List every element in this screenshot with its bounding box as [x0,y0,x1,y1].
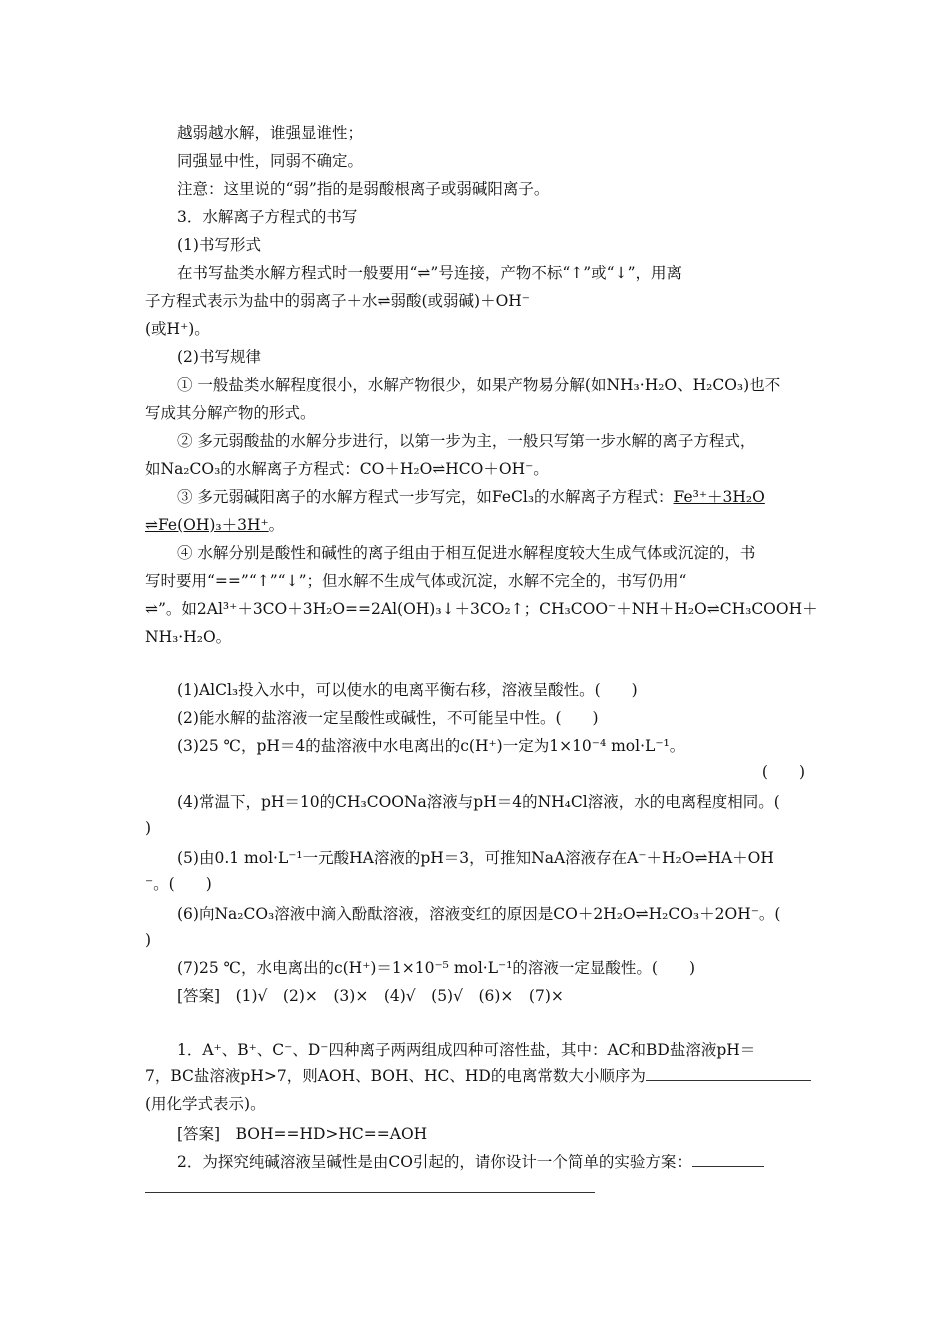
judge-question-6: (6)向Na₂CO₃溶液中滴入酚酞溶液，溶液变红的原因是CO＋2H₂O⇌H₂CO₃＋2OH⁻。( [177,905,781,923]
practice-answer-1: [答案] BOH==HD>HC==AOH [177,1125,428,1143]
judge-question-4: (4)常温下，pH＝10的CH₃COONa溶液与pH＝4的NH₄Cl溶液，水的电离程度相同。( [177,793,780,811]
paragraph-line: ⇌”。如2Al³⁺＋3CO＋3H₂O==2Al(OH)₃↓＋3CO₂↑；CH₃COO⁻＋NH＋H₂O⇌CH₃COOH＋ [145,600,818,618]
paragraph-line: NH₃·H₂O。 [145,628,232,646]
answer-paren: ( ) [761,763,805,781]
text-run: 7，BC盐溶液pH>7，则AOH、BOH、HC、HD的电离常数大小顺序为 [145,1067,646,1085]
paragraph-line: ② 多元弱酸盐的水解分步进行，以第一步为主，一般只写第一步水解的离子方程式， [177,432,756,450]
rule-line-1: 越弱越水解，谁强显谁性； [177,124,364,142]
section-title: 3．水解离子方程式的书写 [177,208,358,226]
answer-blank [145,1178,595,1193]
paragraph-line: ① 一般盐类水解程度很小，水解产物很少，如果产物易分解(如NH₃·H₂O、H₂CO₃)也不 [177,376,781,394]
judge-answer: [答案] (1)√ (2)× (3)× (4)√ (5)√ (6)× (7)× [177,987,564,1005]
rule-note: 注意：这里说的“弱”指的是弱酸根离子或弱碱阳离子。 [177,180,550,198]
text-run: ③ 多元弱碱阳离子的水解方程式一步写完，如FeCl₃的水解离子方程式： [177,488,674,506]
text-run: 2．为探究纯碱溶液呈碱性是由CO引起的，请你设计一个简单的实验方案： [177,1153,692,1171]
paragraph-line: 子方程式表示为盐中的弱离子＋水⇌弱酸(或弱碱)＋OH⁻ [145,292,530,310]
answer-blank-line [145,1178,595,1198]
judge-question-6-cont: ) [145,931,152,949]
judge-question-5: (5)由0.1 mol·L⁻¹一元酸HA溶液的pH＝3，可推知NaA溶液存在A⁻＋H₂O⇌HA＋OH [177,849,774,867]
paragraph-line: (或H⁺)。 [145,320,210,338]
judge-question-3: (3)25 ℃，pH＝4的盐溶液中水电离出的c(H⁺)一定为1×10⁻⁴ mol·L⁻¹。 [177,737,686,755]
answer-blank [692,1152,764,1167]
paragraph-line: 写时要用“==”“↑”“↓”；但水解不生成气体或沉淀，水解不完全的，书写仍用“ [145,572,687,590]
judge-question-2: (2)能水解的盐溶液一定呈酸性或碱性，不可能呈中性。( ) [177,709,599,727]
rule-line-2: 同强显中性，同弱不确定。 [177,152,364,170]
judge-question-5-cont: ⁻。( ) [145,875,212,893]
judge-question-4-cont: ) [145,819,152,837]
paragraph-line [177,487,765,507]
judge-question-7: (7)25 ℃，水电离出的c(H⁺)＝1×10⁻⁵ mol·L⁻¹的溶液一定显酸性。( ) [177,959,696,977]
underlined-equation: ⇌Fe(OH)₃＋3H⁺ [145,516,269,534]
underlined-equation: Fe³⁺＋3H₂O [673,488,765,506]
paragraph-line: 在书写盐类水解方程式时一般要用“⇌”号连接，产物不标“↑”或“↓”，用离 [177,264,683,282]
practice-question-2 [177,1152,764,1172]
paragraph-line: 如Na₂CO₃的水解离子方程式：CO＋H₂O⇌HCO＋OH⁻。 [145,460,549,478]
subsection-title: (1)书写形式 [177,236,261,254]
paragraph-line [145,515,284,535]
subsection-title: (2)书写规律 [177,348,261,366]
practice-question-1: 1．A⁺、B⁺、C⁻、D⁻四种离子两两组成四种可溶性盐，其中：AC和BD盐溶液pH＝ [177,1041,756,1059]
paragraph-line: ④ 水解分别是酸性和碱性的离子组由于相互促进水解程度较大生成气体或沉淀的，书 [177,544,756,562]
practice-question-1-line [145,1066,811,1086]
text-run: 。 [268,516,285,534]
paragraph-line: 写成其分解产物的形式。 [145,404,316,422]
judge-question-1: (1)AlCl₃投入水中，可以使水的电离平衡右移，溶液呈酸性。( ) [177,681,638,699]
practice-question-1-cont: (用化学式表示)。 [145,1095,266,1113]
answer-blank [646,1066,811,1081]
